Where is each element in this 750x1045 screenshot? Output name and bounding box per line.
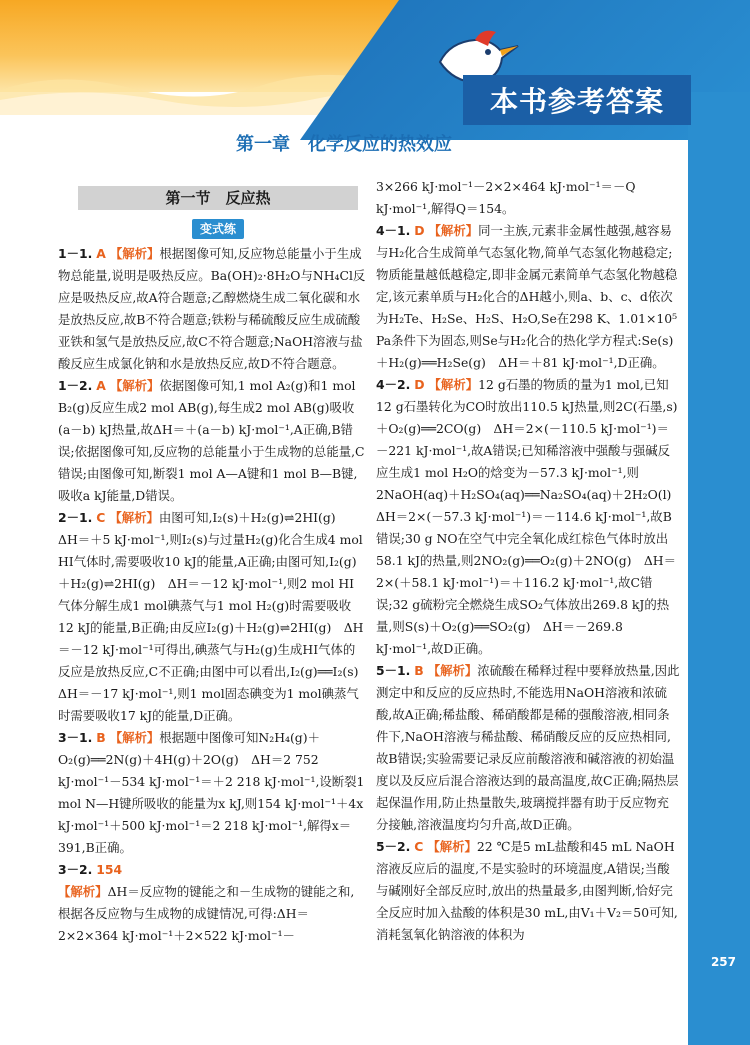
answer-column-left xyxy=(58,243,371,947)
book-answers-title: 本书参考答案 xyxy=(463,75,691,125)
side-blue-band xyxy=(688,92,750,1045)
answer-column-right xyxy=(376,176,684,946)
answer-entry: 2－1. C 【解析】由图可知,I₂(s)＋H₂(g)⇌2HI(g) ΔH＝＋5 kJ·mol⁻¹,则I₂(s)与过量H₂(g)化合生成4 mol HI气体时,需要吸收10 kJ的能量,A正确;由图可知,I₂(g)＋H₂(g)⇌2HI(g) ΔH＝－12 kJ·mol⁻¹,则2 mol HI气体分解生成1 mol碘蒸气与1 mol H₂(g)时需要吸收12 kJ的能量,B正确;由反应I₂(g)＋H₂(g)⇌2HI(g) ΔH＝－12 kJ·mol⁻¹可得出,碘蒸气与H₂(g)生成HI气体的反应是放热反应,C不正确;由图中可以看出,I₂(g)══I₂(s) ΔH＝－17 kJ·mol⁻¹,则1 mol固态碘变为1 mol碘蒸气时需要吸收17 kJ的能量,D正确。 xyxy=(58,510,371,723)
answer-entry: 4－1. D 【解析】同一主族,元素非金属性越强,越容易与H₂化合生成简单气态氢化物,简单气态氢化物越稳定;物质能量越低越稳定,即非金属元素简单气态氢化物越稳定,该元素单质与H₂化合的ΔH越小,则a、b、c、d依次为H₂Te、H₂Se、H₂S、H₂O,Se在298 K、1.01×10⁵ Pa条件下为固态,则Se与H₂化合的热化学方程式:Se(s)＋H₂(g)══H₂Se(g) ΔH＝＋81 kJ·mol⁻¹,D正确。 xyxy=(376,223,678,370)
chapter-title: 第一章 化学反应的热效应 xyxy=(236,134,452,155)
answer-entry: 3×266 kJ·mol⁻¹－2×2×464 kJ·mol⁻¹＝－Q kJ·mol⁻¹,解得Q＝154。 xyxy=(376,179,636,216)
answer-entry: 5－2. C 【解析】22 ℃是5 mL盐酸和45 mL NaOH溶液反应后的温度,不是实验时的环境温度,A错误;当酸与碱刚好全部反应时,放出的热量最多,由图判断,恰好完全反应时加入盐酸的体积是30 mL,由V₁＋V₂＝50可知,消耗氢氧化钠溶液的体积为 xyxy=(376,839,678,942)
answer-entry: 【解析】ΔH＝反应物的键能之和－生成物的键能之和,根据各反应物与生成物的成键情况,可得:ΔH＝2×2×364 kJ·mol⁻¹＋2×522 kJ·mol⁻¹－ xyxy=(58,884,355,943)
answer-entry: 3－1. B 【解析】根据题中图像可知N₂H₄(g)＋O₂(g)══2N(g)＋4H(g)＋2O(g) ΔH＝2 752 kJ·mol⁻¹－534 kJ·mol⁻¹＝＋2 218 kJ·mol⁻¹,设断裂1 mol N—H键所吸收的能量为x kJ,则154 kJ·mol⁻¹＋4x kJ·mol⁻¹＋500 kJ·mol⁻¹＝2 218 kJ·mol⁻¹,解得x＝391,B正确。 xyxy=(58,730,365,855)
answer-entry: 1－2. A 【解析】依据图像可知,1 mol A₂(g)和1 mol B₂(g)反应生成2 mol AB(g),每生成2 mol AB(g)吸收(a－b) kJ热量,故ΔH＝＋(a－b) kJ·mol⁻¹,A正确,B错误;依据图像可知,反应物的总能量小于生成物的总能量,C错误;由图像可知,断裂1 mol A—A键和1 mol B—B键,吸收a kJ能量,D错误。 xyxy=(58,378,365,503)
section-title: 第一节 反应热 xyxy=(78,186,358,210)
answer-entry: 1－1. A 【解析】根据图像可知,反应物总能量小于生成物总能量,说明是吸热反应。Ba(OH)₂·8H₂O与NH₄Cl反应是吸热反应,故A符合题意;乙醇燃烧生成二氧化碳和水是放热反应,故B不符合题意;铁粉与稀硫酸反应生成硫酸亚铁和氢气是放热反应,故C不符合题意;NaOH溶液与盐酸反应生成氯化钠和水是放热反应,故D不符合题意。 xyxy=(58,246,366,371)
answer-entry: 4－2. D 【解析】12 g石墨的物质的量为1 mol,已知12 g石墨转化为CO时放出110.5 kJ热量,则2C(石墨,s)＋O₂(g)══2CO(g) ΔH＝2×(－110.5 kJ·mol⁻¹)＝－221 kJ·mol⁻¹,故A错误;已知稀溶液中强酸与强碱反应生成1 mol H₂O的焓变为－57.3 kJ·mol⁻¹,则2NaOH(aq)＋H₂SO₄(aq)══Na₂SO₄(aq)＋2H₂O(l) ΔH＝2×(－57.3 kJ·mol⁻¹)＝－114.6 kJ·mol⁻¹,故B错误;30 g NO在空气中完全氧化成红棕色气体时放出58.1 kJ的热量,则2NO₂(g)══O₂(g)＋2NO(g) ΔH＝2×(＋58.1 kJ·mol⁻¹)＝＋116.2 kJ·mol⁻¹,故C错误;32 g硫粉完全燃烧生成SO₂气体放出269.8 kJ的热量,则S(s)＋O₂(g)══SO₂(g) ΔH＝－269.8 kJ·mol⁻¹,故D正确。 xyxy=(376,377,684,656)
exercise-tag: 变式练 xyxy=(192,219,244,239)
page-number: 257 xyxy=(710,955,736,969)
answer-entry: 5－1. B 【解析】浓硫酸在稀释过程中要释放热量,因此测定中和反应的反应热时,不能选用NaOH溶液和浓硫酸,故A正确;稀盐酸、稀硝酸都是稀的强酸溶液,相同条件下,NaOH溶液与稀盐酸、稀硝酸反应的反应热相同,故B错误;实验需要记录反应前酸溶液和碱溶液的初始温度以及反应后混合溶液达到的最高温度,故C正确;隔热层起保温作用,防止热量散失,玻璃搅拌器有助于反应物充分接触,溶液温度均匀升高,故D正确。 xyxy=(376,663,680,832)
answer-entry: 3－2. 154 xyxy=(58,862,123,877)
